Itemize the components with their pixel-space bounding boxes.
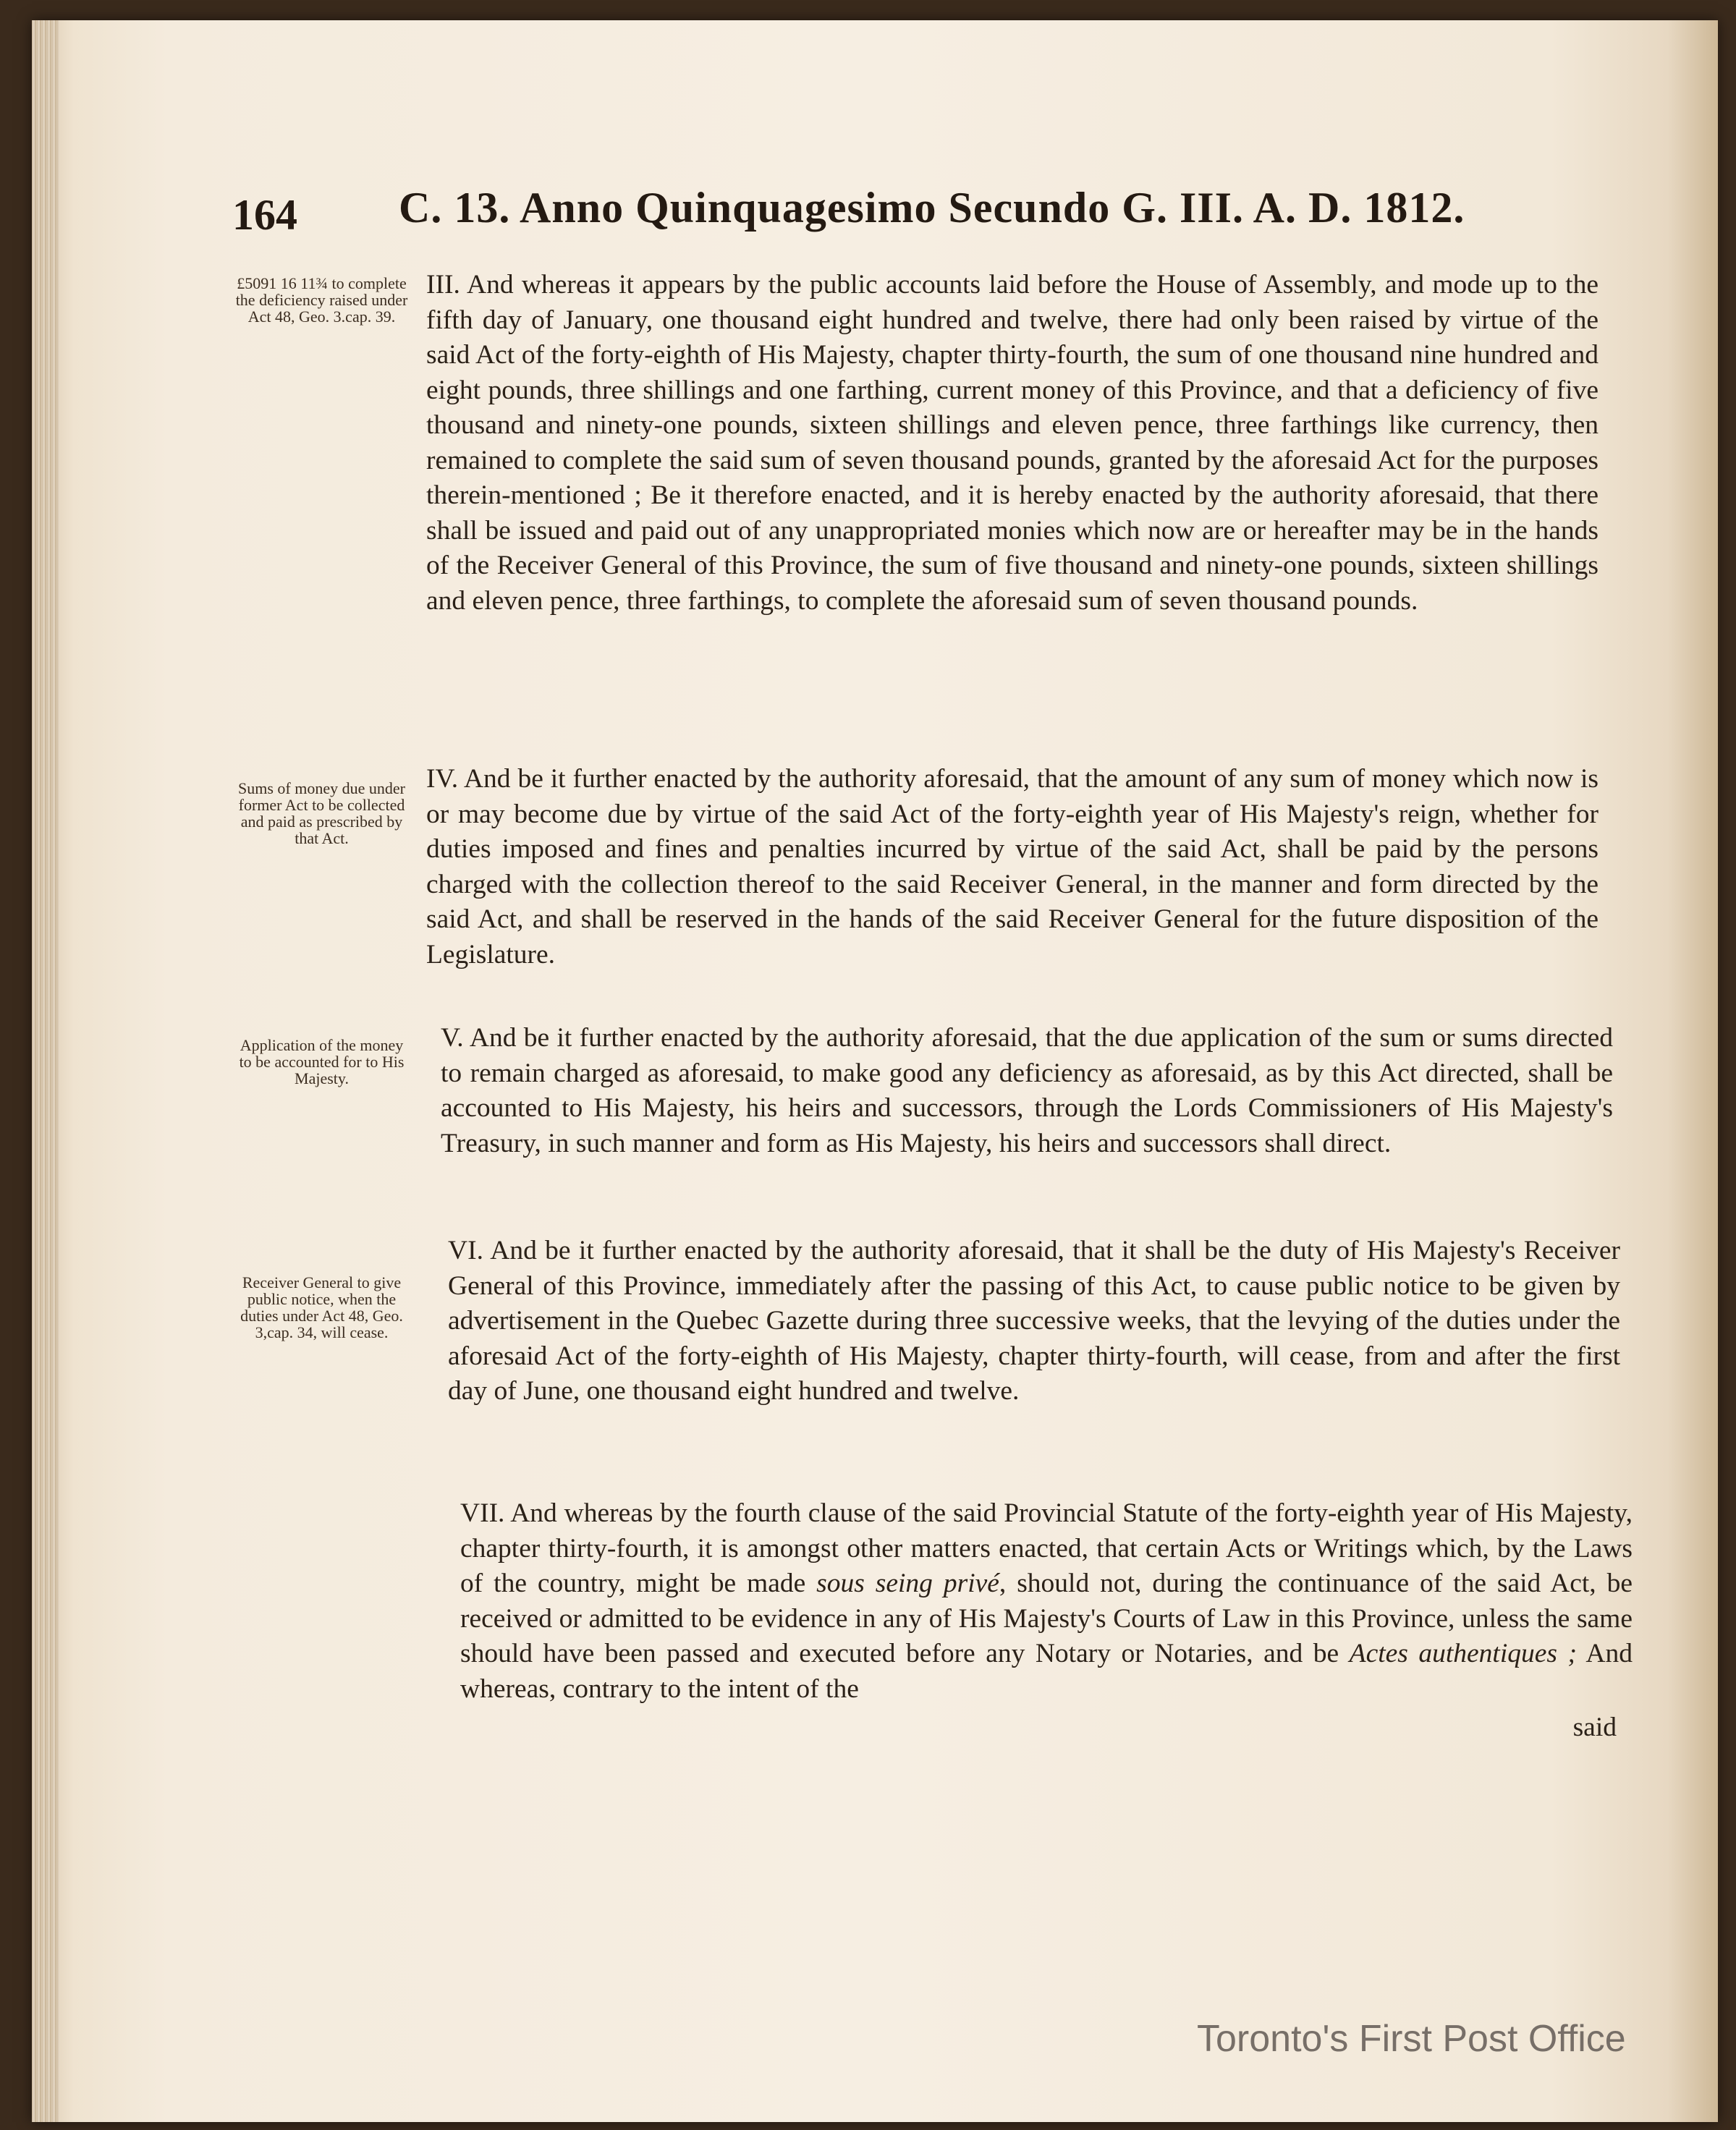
catchword: said <box>1572 1713 1617 1742</box>
page-header <box>232 169 1593 248</box>
section-vii <box>460 1496 1633 1707</box>
marginal-note-vi: Receiver General to give public notice, when the duties under Act 48, Geo. 3,cap. 34, will cease. <box>240 1273 403 1341</box>
section-v: V. And be it further enacted by the authority aforesaid, that the due application of the sum or sums directed to remain charged as aforesaid, to make good any deficiency as aforesaid, as by this Act directed, shall be accounted to His Majesty, his heirs and successors, through the Lords Commissioners of His Majesty's Treasury, in such manner and form as His Majesty, his heirs and successors shall direct. <box>441 1023 1613 1158</box>
marginal-note-v: Application of the money to be accounted for to His Majesty. <box>239 1036 405 1087</box>
section-vii-text-1: VII. And whereas by the fourth clause of the said Provincial Statute of the forty-eighth year of His Majesty, chapter thirty-fourth, it is amongst other matters enacted, that certain Acts or Writings which, by the Laws of the country, might be made <box>460 1498 1633 1598</box>
document-page <box>32 20 1718 2122</box>
section-vii-italic-2: Actes authentiques ; <box>1349 1639 1577 1668</box>
section-vii-text-2: , should not, during the continuance of the said Act, be received or admitted to be evidence in any of His Majesty's Courts of Law in this Province, unless the same should have been passed and executed before any Notary or Notaries, and be <box>460 1569 1633 1668</box>
section-iii: III. And whereas it appears by the public accounts laid before the House of Assembly, and mode up to the fifth day of January, one thousand eight hundred and twelve, there had only been raised by virtue of the said Act of the forty-eighth of His Majesty, chapter thirty-fourth, the sum of one thousand nine hundred and eight pounds, three shillings and one farthing, current money of this Province, and that a deficiency of five thousand and ninety-one pounds, sixteen shillings and eleven pence, three farthings like currency, then remained to complete the said sum of seven thousand pounds, granted by the aforesaid Act for the purposes therein-mentioned ; Be it therefore enacted, and it is hereby enacted by the authority aforesaid, that there shall be issued and paid out of any unappropriated monies which now are or hereafter may be in the hands of the Receiver General of this Province, the sum of five thousand and ninety-one pounds, sixteen shillings and eleven pence, three farthings, to complete the aforesaid sum of seven thousand pounds. <box>426 270 1599 616</box>
running-head: C. 13. Anno Quinquagesimo Secundo G. III. A. D. 1812. <box>399 184 1465 232</box>
section-vii-text-3: And whereas, contrary to the intent of the <box>460 1639 1633 1704</box>
page-number: 164 <box>232 191 297 239</box>
section-vi: VI. And be it further enacted by the authority aforesaid, that it shall be the duty of His Majesty's Receiver General of this Province, immediately after the passing of this Act, to cause public notice to be given by advertisement in the Quebec Gazette during three successive weeks, that the levying of the duties under the aforesaid Act of the forty-eighth of His Majesty, chapter thirty-fourth, will cease, from and after the first day of June, one thousand eight hundred and twelve. <box>448 1236 1620 1406</box>
marginal-note-iii: £5091 16 11¾ to complete the deficiency raised under Act 48, Geo. 3.cap. 39. <box>235 274 408 326</box>
section-vii-italic-1: sous seing privé <box>816 1569 999 1598</box>
section-iv: IV. And be it further enacted by the authority aforesaid, that the amount of any sum of money which now is or may become due by virtue of the said Act of the forty-eighth year of His Majesty's reign, whether for duties imposed and fines and penalties incurred by virtue of the said Act, shall be paid by the persons charged with the collection thereof to the said Receiver General, in the manner and form directed by the said Act, and shall be reserved in the hands of the said Receiver General for the future disposition of the Legislature. <box>426 764 1599 969</box>
marginal-note-iv: Sums of money due under former Act to be collected and paid as prescribed by that Act. <box>238 779 405 847</box>
page-stack-edges <box>32 20 59 2122</box>
watermark: Toronto's First Post Office <box>1197 2018 1626 2060</box>
